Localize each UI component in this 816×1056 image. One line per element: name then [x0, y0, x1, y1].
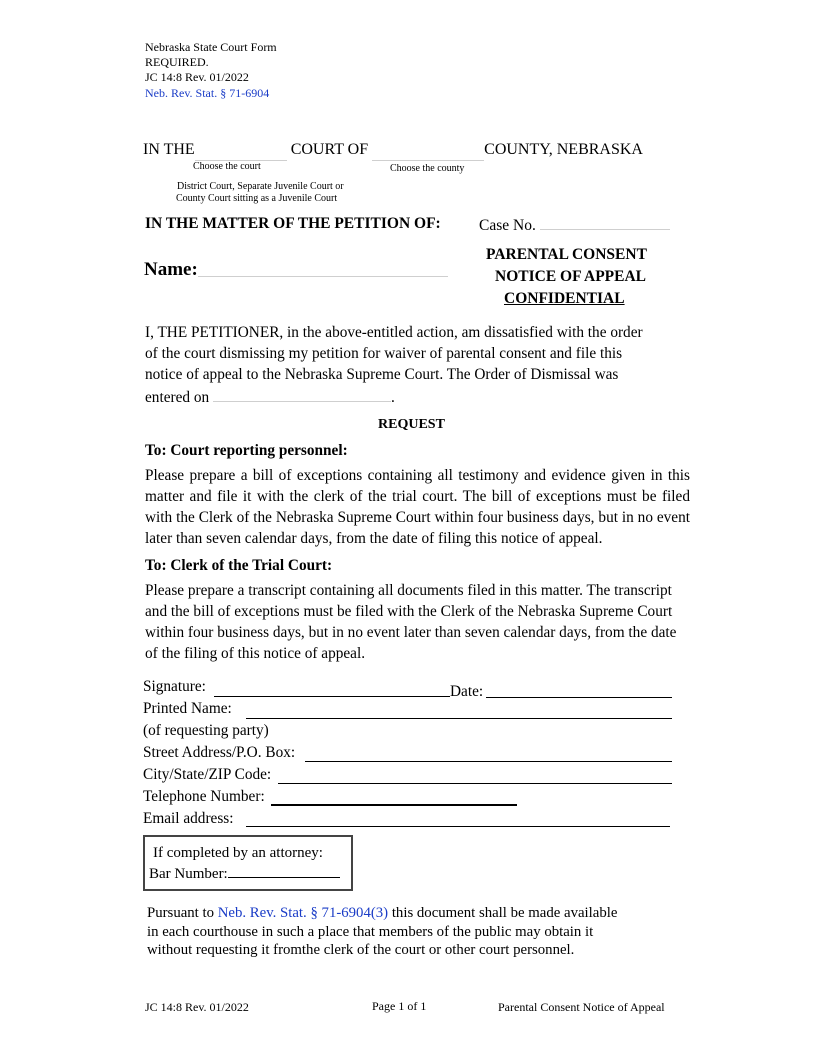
request-heading: REQUEST — [378, 417, 445, 432]
name-row — [144, 259, 448, 281]
attorney-box — [143, 835, 353, 891]
form-required: REQUIRED. — [145, 55, 209, 69]
intro-line-1: I, THE PETITIONER, in the above-entitled action, am dissatisfied with the order — [145, 324, 643, 341]
petition-label: IN THE MATTER OF THE PETITION OF: — [145, 215, 441, 232]
choose-county-hint: Choose the county — [390, 163, 465, 174]
court-of-label: COURT OF — [290, 141, 369, 158]
court-hint-line-2: County Court sitting as a Juvenile Court — [176, 193, 338, 204]
case-number-field[interactable] — [540, 215, 670, 230]
case-number — [479, 215, 670, 235]
telephone-field[interactable] — [271, 804, 517, 806]
street-address-label: Street Address/P.O. Box: — [143, 744, 296, 761]
requesting-party-note: (of requesting party) — [143, 722, 269, 739]
county-select-field[interactable] — [372, 140, 484, 161]
court-hint-line-1: District Court, Separate Juvenile Court or — [177, 181, 344, 192]
bar-number-field[interactable] — [228, 863, 340, 878]
attorney-note: If completed by an attorney: — [153, 845, 323, 861]
county-nebraska-label: COUNTY, NEBRASKA — [484, 141, 643, 158]
telephone-label: Telephone Number: — [143, 788, 265, 805]
signature-label: Signature: — [143, 678, 206, 695]
email-field[interactable] — [246, 826, 670, 827]
bar-number-row — [149, 863, 340, 883]
email-label: Email address: — [143, 810, 234, 827]
footer-form-title: Parental Consent Notice of Appeal — [498, 1000, 665, 1014]
pursuant-line-2: in each courthouse in such a place that members of the public may obtain it — [147, 924, 594, 940]
statute-link[interactable]: Neb. Rev. Stat. § 71-6904 — [145, 86, 270, 100]
date-field[interactable] — [486, 697, 672, 698]
bar-number-label: Bar Number: — [149, 866, 228, 882]
pursuant-prefix: Pursuant to — [147, 905, 218, 921]
court-select-field[interactable] — [195, 140, 287, 161]
doc-title-confidential: CONFIDENTIAL — [504, 290, 625, 307]
reporting-instructions: Please prepare a bill of exceptions containing all testimony and evidence given in this matter and file it with the clerk of the trial court. The bill of exceptions must be filed with the Clerk of the Nebraska Supreme Court within four business days, but in no event later than seven calendar days, from the date of filing this notice of appeal. — [145, 467, 690, 547]
doc-title-1: PARENTAL CONSENT — [486, 246, 647, 263]
printed-name-label: Printed Name: — [143, 700, 232, 717]
intro-line-3: notice of appeal to the Nebraska Supreme Court. The Order of Dismissal was — [145, 366, 619, 383]
dismissal-date-field[interactable] — [213, 387, 391, 402]
to-clerk-heading: To: Clerk of the Trial Court: — [145, 557, 333, 574]
choose-court-hint: Choose the court — [193, 161, 261, 172]
city-state-zip-field[interactable] — [278, 783, 672, 784]
pursuant-line-3: without requesting it fromthe clerk of the court or other court personnel. — [147, 942, 575, 958]
statute-subsection-link[interactable]: Neb. Rev. Stat. § 71-6904(3) — [217, 905, 389, 921]
intro-line-2: of the court dismissing my petition for waiver of parental consent and file this — [145, 345, 623, 362]
court-caption — [143, 140, 643, 161]
clerk-instructions: Please prepare a transcript containing all documents filed in this matter. The transcript and the bill of exceptions must be filed with the Clerk of the Nebraska Supreme Court within four business days, but in no event later than seven calendar days, from the date of the filing of this notice of appeal. — [145, 582, 677, 662]
pursuant-line-1 — [147, 905, 617, 922]
entered-on-period: . — [390, 389, 395, 406]
city-state-zip-label: City/State/ZIP Code: — [143, 766, 272, 783]
name-label: Name: — [144, 259, 198, 280]
printed-name-field[interactable] — [246, 718, 672, 719]
case-number-label: Case No. — [479, 217, 536, 234]
street-address-field[interactable] — [305, 761, 672, 762]
footer-page-number: Page 1 of 1 — [372, 999, 427, 1013]
to-reporting-heading: To: Court reporting personnel: — [145, 442, 348, 459]
form-number: JC 14:8 Rev. 01/2022 — [145, 70, 249, 84]
date-label: Date: — [450, 683, 484, 700]
doc-title-2: NOTICE OF APPEAL — [495, 268, 646, 285]
entered-on-label: entered on — [145, 389, 210, 406]
in-the-label: IN THE — [143, 141, 195, 158]
signature-field[interactable] — [214, 696, 450, 697]
footer-form-number: JC 14:8 Rev. 01/2022 — [145, 1000, 249, 1014]
intro-line-4 — [145, 387, 395, 407]
form-source: Nebraska State Court Form — [145, 40, 277, 54]
pursuant-suffix: this document shall be made available — [388, 905, 618, 921]
name-field[interactable] — [198, 260, 448, 277]
